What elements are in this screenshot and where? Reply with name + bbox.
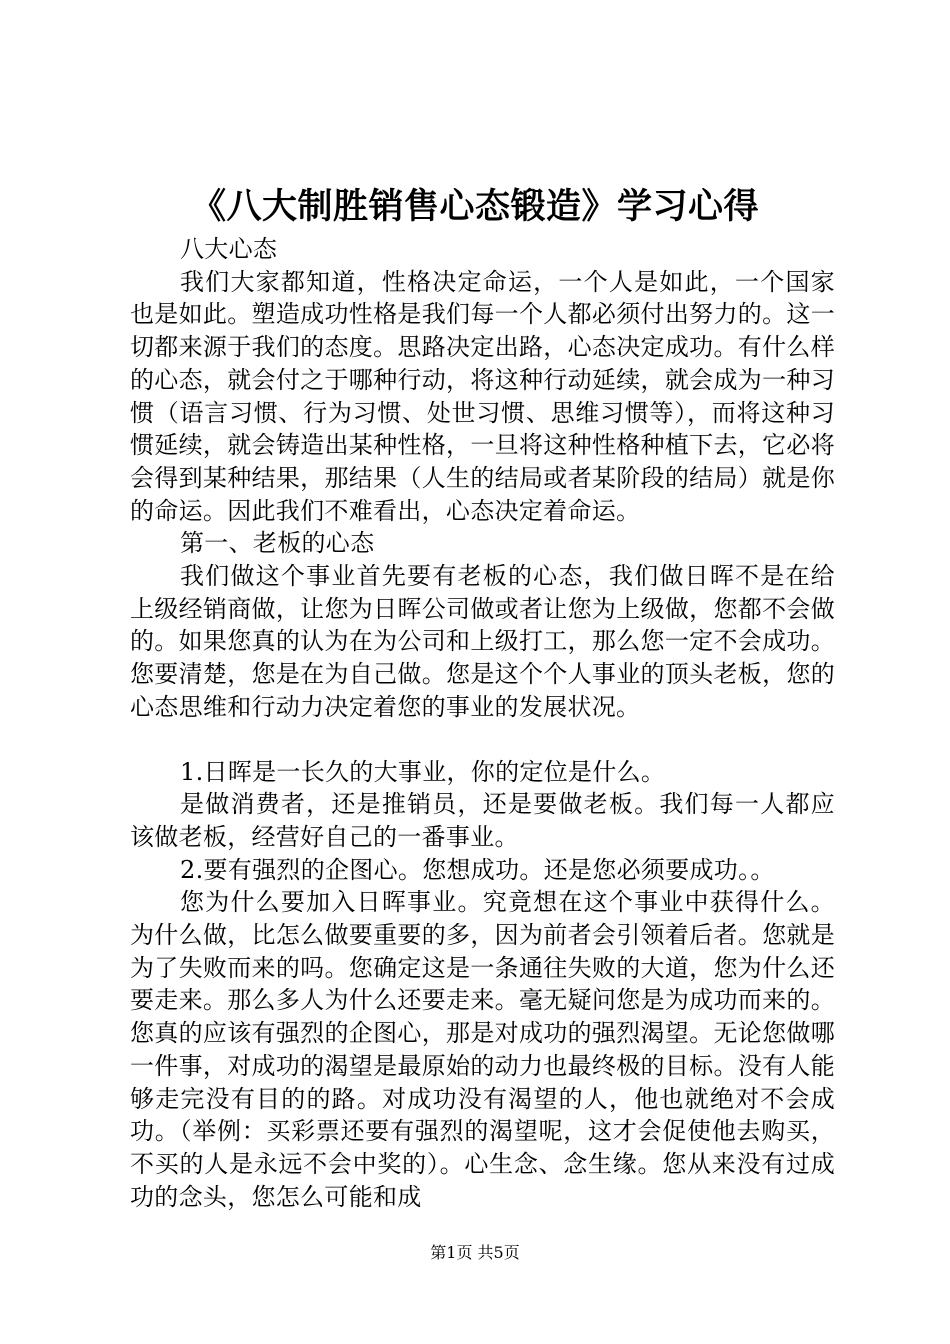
paragraph-heading-boss-mindset: 第一、老板的心态 — [180, 529, 375, 558]
document-title: 《八大制胜销售心态锻造》学习心得 — [190, 186, 759, 227]
paragraph-point-2: 2.要有强烈的企图心。您想成功。还是您必须要成功。。 — [180, 855, 775, 884]
document-body — [130, 233, 835, 1213]
paragraph-point-2-body: 您为什么要加入日晖事业。究竟想在这个事业中获得什么。为什么做，比怎么做要重要的多，因为前者会引领着后者。您就是为了失败而来的吗。您确定这是一条通往失败的大道，您为什么还要走来。那么多人为什么还要走来。毫无疑问您是为成功而来的。您真的应该有强烈的企图心，那是对成功的强烈渴望。无论您做哪一件事，对成功的渴望是最原始的动力也最终极的目标。没有人能够走完没有目的的路。对成功没有渴望的人，他也就绝对不会成功。（举例：买彩票还要有强烈的渴望呢，这才会促使他去购买，不买的人是永远不会中奖的）。心生念、念生缘。您从来没有过成功的念头，您怎么可能和成 — [130, 888, 835, 1211]
paragraph-heading-eight-mindsets: 八大心态 — [180, 235, 278, 263]
paragraph-point-1: 1.日晖是一长久的大事业，你的定位是什么。 — [180, 757, 666, 786]
paragraph-intro: 我们大家都知道，性格决定命运，一个人是如此，一个国家也是如此。塑造成功性格是我们每一个人都必须付出努力的。这一切都来源于我们的态度。思路决定出路，心态决定成功。有什么样的心态，就会付之于哪种行动，将这种行动延续，就会成为一种习惯（语言习惯、行为习惯、处世习惯、思维习惯等），而将这种习惯延续，就会铸造出某种性格，一旦将这种性格种植下去，它必将会得到某种结果，那结果（人生的结局或者某阶段的结局）就是你的命运。因此我们不难看出，心态决定着命运。 — [130, 267, 835, 525]
page-footer: 第1页 共5页 — [430, 1243, 520, 1262]
paragraph-point-1-body: 是做消费者，还是推销员，还是要做老板。我们每一人都应该做老板，经营好自己的一番事业。 — [130, 790, 835, 851]
paragraph-boss-mindset: 我们做这个事业首先要有老板的心态，我们做日晖不是在给上级经销商做，让您为日晖公司做或者让您为上级做，您都不会做的。如果您真的认为在为公司和上级打工，那么您一定不会成功。您要清楚，您是在为自己做。您是这个个人事业的顶头老板，您的心态思维和行动力决定着您的事业的发展状况。 — [130, 562, 835, 721]
